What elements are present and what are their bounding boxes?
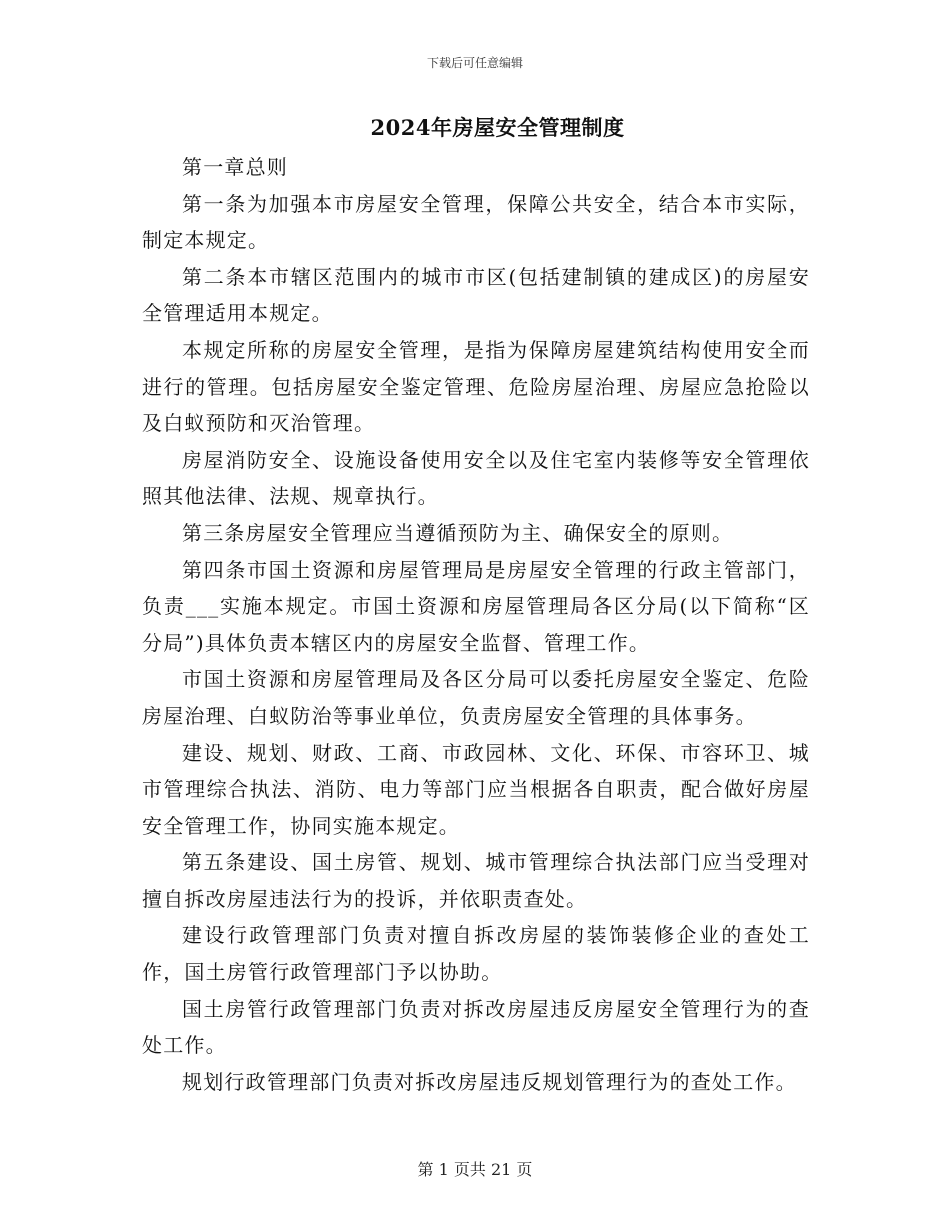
paragraph: 第一条为加强本市房屋安全管理，保障公共安全，结合本市实际，制定本规定。	[142, 191, 810, 253]
paragraph: 第五条建设、国土房管、规划、城市管理综合执法部门应当受理对擅自拆改房屋违法行为的投诉，并依职责查处。	[142, 850, 810, 911]
paragraph: 本规定所称的房屋安全管理，是指为保障房屋建筑结构使用安全而进行的管理。包括房屋安全鉴定管理、危险房屋治理、房屋应急抢险以及白蚁预防和灭治管理。	[142, 337, 810, 436]
paragraph: 房屋消防安全、设施设备使用安全以及住宅室内装修等安全管理依照其他法律、法规、规章执行。	[142, 447, 810, 509]
paragraph: 建设行政管理部门负责对擅自拆改房屋的装饰装修企业的查处工作，国土房管行政管理部门予以协助。	[142, 923, 810, 985]
paragraph: 市国土资源和房屋管理局及各区分局可以委托房屋安全鉴定、危险房屋治理、白蚁防治等事业单位，负责房屋安全管理的具体事务。	[142, 667, 810, 728]
document-body	[142, 149, 810, 1100]
page-number: 第 1 页共 21 页	[417, 1160, 533, 1179]
paragraph: 第二条本市辖区范围内的城市市区(包括建制镇的建成区)的房屋安全管理适用本规定。	[142, 264, 810, 326]
paragraph: 规划行政管理部门负责对拆改房屋违反规划管理行为的查处工作。	[182, 1069, 797, 1094]
paragraph: 第四条市国土资源和房屋管理局是房屋安全管理的行政主管部门，负责___实施本规定。市国土资源和房屋管理局各区分局(以下简称“区分局”)具体负责本辖区内的房屋安全监督、管理工作。	[142, 557, 810, 655]
header-note: 下载后可任意编辑	[426, 56, 523, 70]
paragraph: 建设、规划、财政、工商、市政园林、文化、环保、市容环卫、城市管理综合执法、消防、电力等部门应当根据各自职责，配合做好房屋安全管理工作，协同实施本规定。	[142, 740, 810, 838]
document-title: 2024年房屋安全管理制度	[370, 115, 625, 140]
paragraph: 第一章总则	[182, 155, 288, 179]
paragraph: 国土房管行政管理部门负责对拆改房屋违反房屋安全管理行为的查处工作。	[142, 996, 810, 1058]
paragraph: 第三条房屋安全管理应当遵循预防为主、确保安全的原则。	[182, 520, 734, 545]
